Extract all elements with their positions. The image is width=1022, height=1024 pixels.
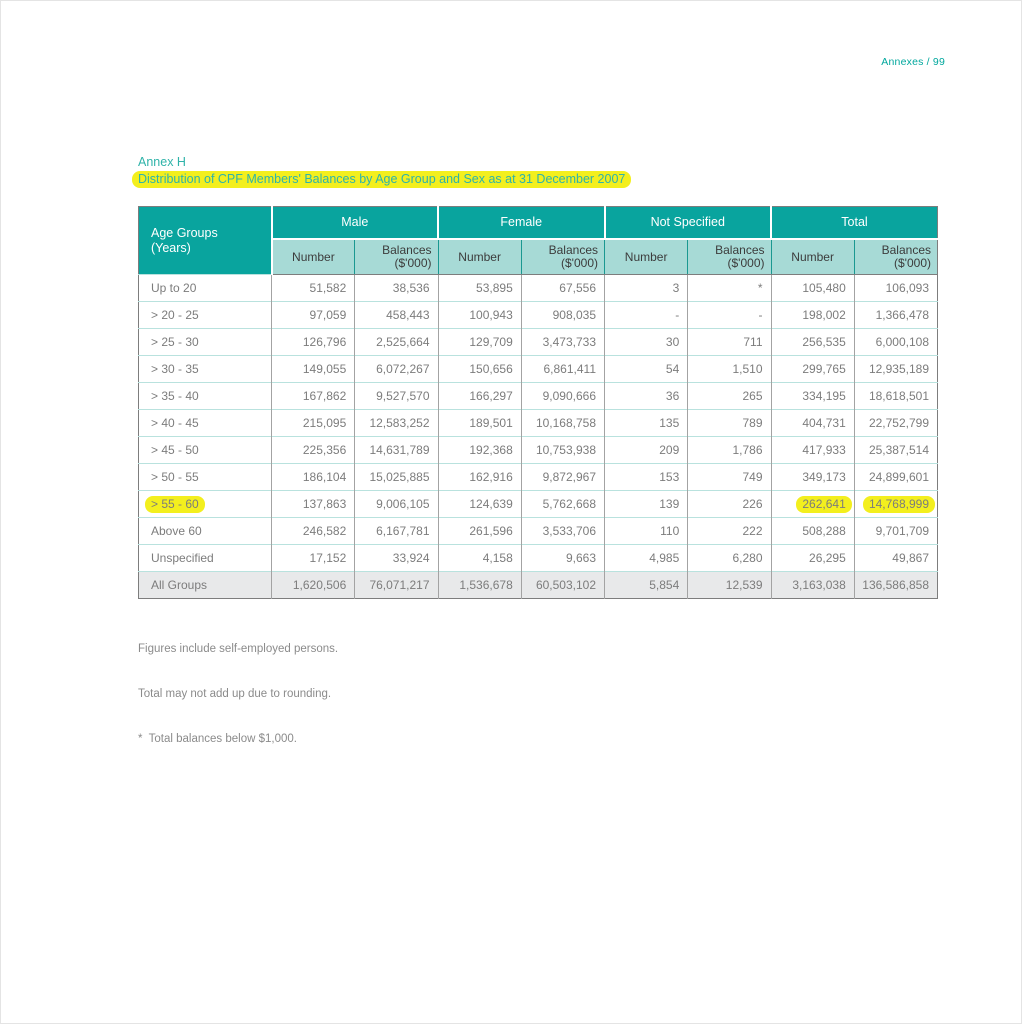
not-specified-balances-cell: 12,539 bbox=[688, 572, 771, 599]
male-balances-cell: 76,071,217 bbox=[355, 572, 438, 599]
not-specified-number-cell: 209 bbox=[605, 437, 688, 464]
total-number-cell: 334,195 bbox=[771, 383, 854, 410]
age-groups-header-line1: Age Groups bbox=[151, 225, 218, 240]
footnote-line: Total may not add up due to rounding. bbox=[138, 688, 332, 700]
not-specified-number-header: Number bbox=[605, 239, 688, 275]
female-balances-cell: 10,168,758 bbox=[521, 410, 604, 437]
total-balances-cell: 49,867 bbox=[854, 545, 937, 572]
female-balances-cell: 6,861,411 bbox=[521, 356, 604, 383]
total-number-cell: 105,480 bbox=[771, 275, 854, 302]
not-specified-balances-cell: - bbox=[688, 302, 771, 329]
male-number-cell: 1,620,506 bbox=[272, 572, 355, 599]
total-balances-cell: 1,366,478 bbox=[854, 302, 937, 329]
male-number-cell: 126,796 bbox=[272, 329, 355, 356]
age-group-label: Above 60 bbox=[139, 518, 272, 545]
table-row bbox=[139, 464, 938, 491]
total-number-cell: 417,933 bbox=[771, 437, 854, 464]
not-specified-balances-cell: 711 bbox=[688, 329, 771, 356]
female-number-header: Number bbox=[438, 239, 521, 275]
male-number-cell: 225,356 bbox=[272, 437, 355, 464]
male-balances-cell: 12,583,252 bbox=[355, 410, 438, 437]
male-number-cell: 167,862 bbox=[272, 383, 355, 410]
age-group-label: > 40 - 45 bbox=[139, 410, 272, 437]
annex-label: Annex H bbox=[138, 155, 186, 169]
male-balances-cell: 9,006,105 bbox=[355, 491, 438, 518]
female-number-cell: 189,501 bbox=[438, 410, 521, 437]
not-specified-balances-cell: 226 bbox=[688, 491, 771, 518]
balances-header-line1: Balances bbox=[715, 242, 765, 257]
age-group-label: > 20 - 25 bbox=[139, 302, 272, 329]
document-title bbox=[138, 170, 631, 188]
male-balances-cell: 33,924 bbox=[355, 545, 438, 572]
female-number-cell: 192,368 bbox=[438, 437, 521, 464]
not-specified-number-cell: - bbox=[605, 302, 688, 329]
age-group-label: > 45 - 50 bbox=[139, 437, 272, 464]
total-number-cell: 404,731 bbox=[771, 410, 854, 437]
female-balances-cell: 3,533,706 bbox=[521, 518, 604, 545]
male-number-cell: 215,095 bbox=[272, 410, 355, 437]
female-balances-cell: 9,090,666 bbox=[521, 383, 604, 410]
table-body bbox=[139, 275, 938, 599]
footnote-line: * Total balances below $1,000. bbox=[138, 733, 297, 745]
male-balances-cell: 6,072,267 bbox=[355, 356, 438, 383]
male-number-cell: 17,152 bbox=[272, 545, 355, 572]
not-specified-balances-cell: 1,786 bbox=[688, 437, 771, 464]
table-row bbox=[139, 410, 938, 437]
table-row bbox=[139, 275, 938, 302]
male-number-cell: 51,582 bbox=[272, 275, 355, 302]
not-specified-balances-cell: 1,510 bbox=[688, 356, 771, 383]
balances-header-line2: ($'000) bbox=[894, 255, 931, 270]
age-group-label: Unspecified bbox=[139, 545, 272, 572]
not-specified-number-cell: 135 bbox=[605, 410, 688, 437]
female-number-cell: 162,916 bbox=[438, 464, 521, 491]
male-number-cell: 137,863 bbox=[272, 491, 355, 518]
female-number-cell: 1,536,678 bbox=[438, 572, 521, 599]
not-specified-balances-cell: * bbox=[688, 275, 771, 302]
group-header-male: Male bbox=[272, 207, 439, 239]
not-specified-number-cell: 153 bbox=[605, 464, 688, 491]
total-balances-cell: 14,768,999 bbox=[854, 491, 937, 518]
not-specified-number-cell: 5,854 bbox=[605, 572, 688, 599]
total-number-cell: 262,641 bbox=[771, 491, 854, 518]
balances-table bbox=[138, 206, 938, 599]
male-number-cell: 186,104 bbox=[272, 464, 355, 491]
group-header-female: Female bbox=[438, 207, 605, 239]
balances-header-line2: ($'000) bbox=[394, 255, 432, 270]
group-header-not-specified: Not Specified bbox=[605, 207, 772, 239]
male-balances-header bbox=[355, 239, 438, 275]
male-balances-cell: 2,525,664 bbox=[355, 329, 438, 356]
female-balances-cell: 3,473,733 bbox=[521, 329, 604, 356]
female-balances-cell: 60,503,102 bbox=[521, 572, 604, 599]
table-container bbox=[138, 206, 938, 599]
table-row bbox=[139, 545, 938, 572]
total-number-cell: 349,173 bbox=[771, 464, 854, 491]
female-number-cell: 124,639 bbox=[438, 491, 521, 518]
age-group-label: > 55 - 60 bbox=[139, 491, 272, 518]
not-specified-number-cell: 54 bbox=[605, 356, 688, 383]
not-specified-number-cell: 139 bbox=[605, 491, 688, 518]
total-balances-cell: 22,752,799 bbox=[854, 410, 937, 437]
total-balances-cell: 9,701,709 bbox=[854, 518, 937, 545]
not-specified-number-cell: 4,985 bbox=[605, 545, 688, 572]
total-number-cell: 198,002 bbox=[771, 302, 854, 329]
female-number-cell: 150,656 bbox=[438, 356, 521, 383]
female-balances-cell: 908,035 bbox=[521, 302, 604, 329]
age-groups-header-line2: (Years) bbox=[151, 240, 191, 255]
female-number-cell: 261,596 bbox=[438, 518, 521, 545]
total-balances-cell: 106,093 bbox=[854, 275, 937, 302]
total-number-cell: 299,765 bbox=[771, 356, 854, 383]
female-number-cell: 166,297 bbox=[438, 383, 521, 410]
footnotes bbox=[138, 612, 338, 777]
male-balances-cell: 14,631,789 bbox=[355, 437, 438, 464]
male-number-cell: 97,059 bbox=[272, 302, 355, 329]
age-groups-header bbox=[139, 207, 272, 275]
total-balances-header bbox=[854, 239, 937, 275]
not-specified-balances-cell: 222 bbox=[688, 518, 771, 545]
table-row bbox=[139, 329, 938, 356]
male-number-cell: 246,582 bbox=[272, 518, 355, 545]
group-header-total: Total bbox=[771, 207, 938, 239]
total-balances-cell: 24,899,601 bbox=[854, 464, 937, 491]
total-balances-cell: 12,935,189 bbox=[854, 356, 937, 383]
total-balances-cell: 136,586,858 bbox=[854, 572, 937, 599]
table-row bbox=[139, 356, 938, 383]
female-number-cell: 53,895 bbox=[438, 275, 521, 302]
not-specified-balances-header bbox=[688, 239, 771, 275]
age-group-label: All Groups bbox=[139, 572, 272, 599]
not-specified-number-cell: 110 bbox=[605, 518, 688, 545]
table-header bbox=[139, 207, 938, 275]
age-group-label: > 25 - 30 bbox=[139, 329, 272, 356]
not-specified-balances-cell: 265 bbox=[688, 383, 771, 410]
page-number-label: Annexes / 99 bbox=[881, 56, 945, 68]
total-number-cell: 26,295 bbox=[771, 545, 854, 572]
total-number-header: Number bbox=[771, 239, 854, 275]
male-balances-cell: 15,025,885 bbox=[355, 464, 438, 491]
title-highlight: Distribution of CPF Members' Balances by Age Group and Sex as at 31 December 2007 bbox=[132, 171, 631, 188]
male-balances-cell: 458,443 bbox=[355, 302, 438, 329]
age-group-label: > 50 - 55 bbox=[139, 464, 272, 491]
not-specified-number-cell: 30 bbox=[605, 329, 688, 356]
age-group-label: Up to 20 bbox=[139, 275, 272, 302]
table-row bbox=[139, 518, 938, 545]
total-balances-cell: 25,387,514 bbox=[854, 437, 937, 464]
female-balances-cell: 9,872,967 bbox=[521, 464, 604, 491]
female-balances-cell: 10,753,938 bbox=[521, 437, 604, 464]
total-number-cell: 256,535 bbox=[771, 329, 854, 356]
not-specified-balances-cell: 6,280 bbox=[688, 545, 771, 572]
balances-header-line2: ($'000) bbox=[727, 255, 765, 270]
male-balances-cell: 9,527,570 bbox=[355, 383, 438, 410]
table-row bbox=[139, 383, 938, 410]
table-row bbox=[139, 572, 938, 599]
male-number-header: Number bbox=[272, 239, 355, 275]
balances-header-line1: Balances bbox=[382, 242, 432, 257]
not-specified-balances-cell: 789 bbox=[688, 410, 771, 437]
table-row bbox=[139, 491, 938, 518]
table-row bbox=[139, 302, 938, 329]
footnote-line: Figures include self-employed persons. bbox=[138, 643, 339, 655]
age-group-label: > 35 - 40 bbox=[139, 383, 272, 410]
age-group-label: > 30 - 35 bbox=[139, 356, 272, 383]
balances-header-line2: ($'000) bbox=[561, 255, 598, 270]
heading-block bbox=[138, 154, 631, 188]
male-number-cell: 149,055 bbox=[272, 356, 355, 383]
female-balances-header bbox=[521, 239, 604, 275]
balances-header-line1: Balances bbox=[881, 242, 931, 257]
table-row bbox=[139, 437, 938, 464]
total-number-cell: 508,288 bbox=[771, 518, 854, 545]
not-specified-number-cell: 3 bbox=[605, 275, 688, 302]
not-specified-number-cell: 36 bbox=[605, 383, 688, 410]
female-balances-cell: 67,556 bbox=[521, 275, 604, 302]
female-balances-cell: 9,663 bbox=[521, 545, 604, 572]
female-number-cell: 4,158 bbox=[438, 545, 521, 572]
female-balances-cell: 5,762,668 bbox=[521, 491, 604, 518]
female-number-cell: 100,943 bbox=[438, 302, 521, 329]
total-number-cell: 3,163,038 bbox=[771, 572, 854, 599]
balances-header-line1: Balances bbox=[548, 242, 598, 257]
group-header-row bbox=[139, 207, 938, 239]
total-balances-cell: 6,000,108 bbox=[854, 329, 937, 356]
male-balances-cell: 38,536 bbox=[355, 275, 438, 302]
male-balances-cell: 6,167,781 bbox=[355, 518, 438, 545]
total-balances-cell: 18,618,501 bbox=[854, 383, 937, 410]
female-number-cell: 129,709 bbox=[438, 329, 521, 356]
not-specified-balances-cell: 749 bbox=[688, 464, 771, 491]
